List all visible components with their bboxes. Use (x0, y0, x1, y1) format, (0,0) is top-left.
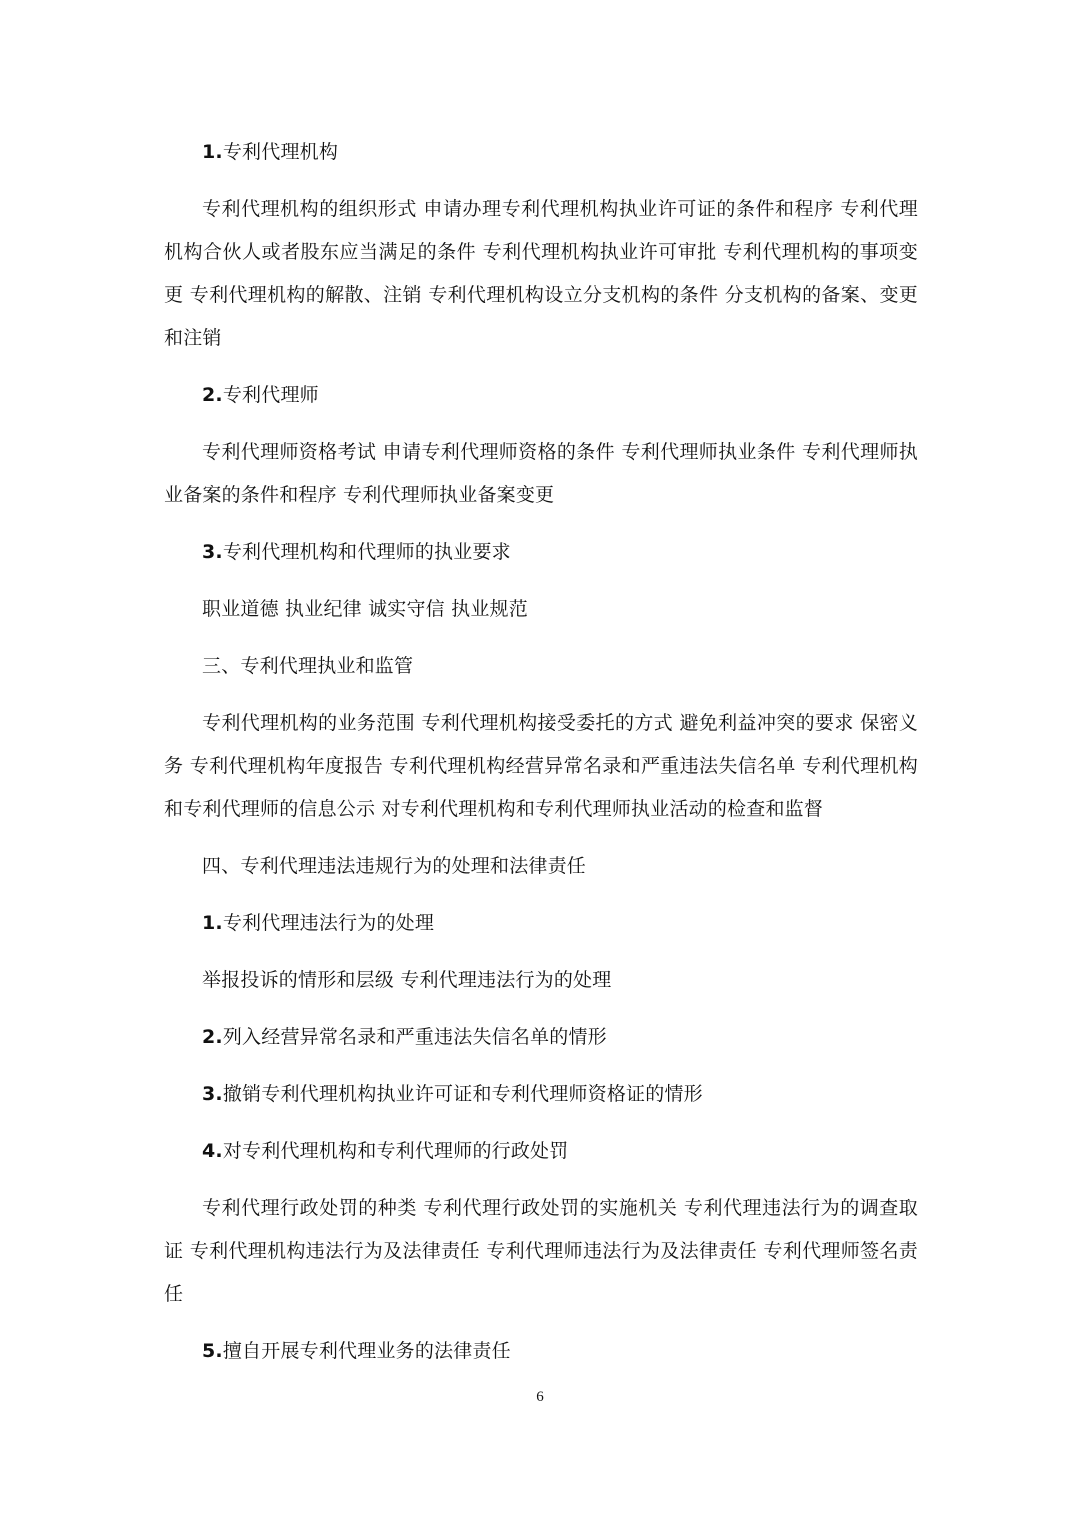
paragraph-text: 专利代理机构和代理师的执业要求 (222, 541, 511, 563)
heading-number: 3. (202, 541, 223, 563)
heading-number: 2. (202, 1026, 223, 1048)
paragraph-text: 擅自开展专利代理业务的法律责任 (222, 1340, 511, 1362)
paragraph-text: 四、专利代理违法违规行为的处理和法律责任 (202, 855, 587, 877)
subsection-heading (164, 1016, 918, 1059)
body-paragraph (164, 188, 918, 360)
paragraph-text: 列入经营异常名录和严重违法失信名单的情形 (222, 1026, 607, 1048)
subsection-heading (164, 1330, 918, 1373)
paragraph-text: 专利代理机构 (222, 141, 339, 163)
subsection-heading (164, 902, 918, 945)
paragraph-text: 专利代理机构的组织形式 申请办理专利代理机构执业许可证的条件和程序 专利代理机构合伙人或者股东应当满足的条件 专利代理机构执业许可审批 专利代理机构的事项变更 专利代理机构的解散、注销 专利代理机构设立分支机构的条件 分支机构的备案、变更和注销 (164, 198, 918, 349)
subsection-heading (164, 1073, 918, 1116)
paragraph-text: 撤销专利代理机构执业许可证和专利代理师资格证的情形 (222, 1083, 703, 1105)
heading-number: 2. (202, 384, 223, 406)
paragraph-text: 专利代理违法行为的处理 (222, 912, 435, 934)
body-paragraph (164, 702, 918, 831)
paragraph-text: 专利代理师资格考试 申请专利代理师资格的条件 专利代理师执业条件 专利代理师执业备案的条件和程序 专利代理师执业备案变更 (164, 441, 918, 506)
subsection-heading (164, 374, 918, 417)
paragraph-text: 专利代理机构的业务范围 专利代理机构接受委托的方式 避免利益冲突的要求 保密义务 专利代理机构年度报告 专利代理机构经营异常名录和严重违法失信名单 专利代理机构和专利代理师的信息公示 对专利代理机构和专利代理师执业活动的检查和监督 (164, 712, 918, 820)
paragraph-text: 举报投诉的情形和层级 专利代理违法行为的处理 (202, 969, 612, 991)
paragraph-text: 对专利代理机构和专利代理师的行政处罚 (222, 1140, 569, 1162)
body-paragraph (164, 959, 918, 1002)
paragraph-text: 三、专利代理执业和监管 (202, 655, 414, 677)
section-heading (164, 845, 918, 888)
document-body (164, 131, 918, 1387)
subsection-heading (164, 1130, 918, 1173)
heading-number: 5. (202, 1340, 223, 1362)
section-heading (164, 645, 918, 688)
heading-number: 4. (202, 1140, 223, 1162)
subsection-heading (164, 531, 918, 574)
page-number: 6 (536, 1389, 544, 1405)
heading-number: 3. (202, 1083, 223, 1105)
paragraph-text: 专利代理行政处罚的种类 专利代理行政处罚的实施机关 专利代理违法行为的调查取证 专利代理机构违法行为及法律责任 专利代理师违法行为及法律责任 专利代理师签名责任 (164, 1197, 918, 1305)
paragraph-text: 职业道德 执业纪律 诚实守信 执业规范 (202, 598, 528, 620)
heading-number: 1. (202, 141, 223, 163)
paragraph-text: 专利代理师 (222, 384, 319, 406)
body-paragraph (164, 1187, 918, 1316)
heading-number: 1. (202, 912, 223, 934)
body-paragraph (164, 588, 918, 631)
subsection-heading (164, 131, 918, 174)
body-paragraph (164, 431, 918, 517)
